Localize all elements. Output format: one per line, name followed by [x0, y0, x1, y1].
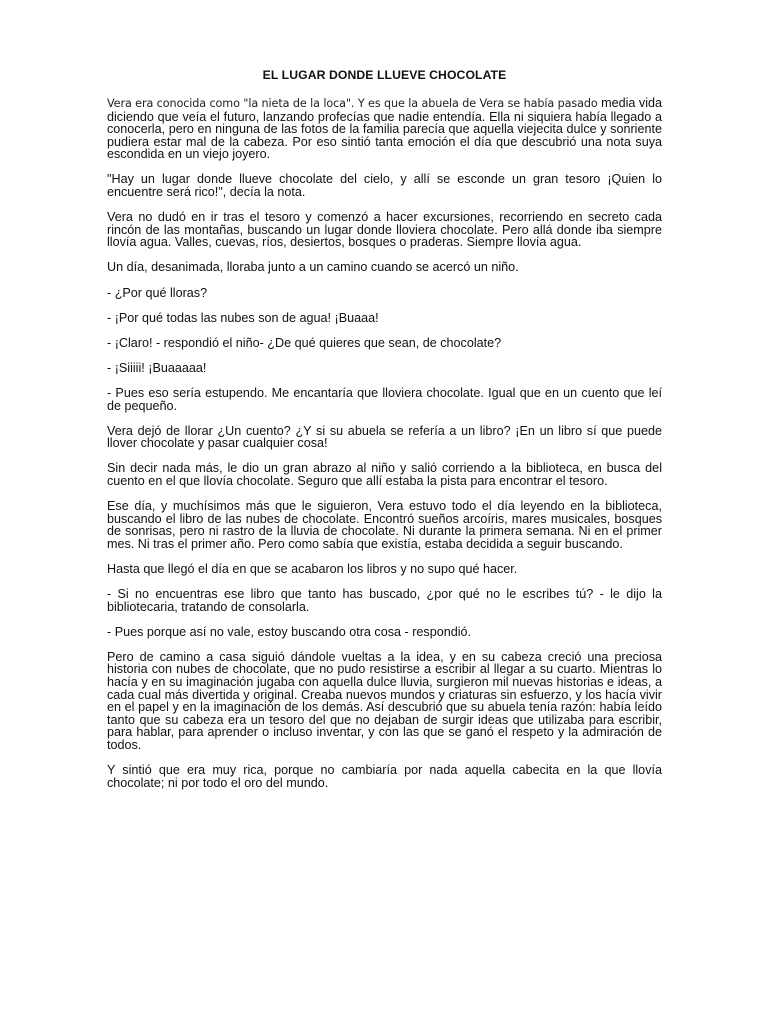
paragraph-12: Ese día, y muchísimos más que le siguieron, Vera estuvo todo el día leyendo en la biblioteca, buscando el libro de las nubes de chocolate. Encontró sueños arcoíris, mares musicales, bosques de sonrisas, pero ni rastro de la lluvia de chocolate. Ni durante la primera semana. Ni en el primer mes. Ni tras el primer año. Pero como sabía que existía, estaba decidida a seguir buscando. [107, 498, 662, 551]
paragraph-13: Hasta que llegó el día en que se acabaron los libros y no supo qué hacer. [107, 561, 518, 576]
paragraph-3: Vera no dudó en ir tras el tesoro y comenzó a hacer excursiones, recorriendo en secreto cada rincón de las montañas, buscando un lugar donde lloviera chocolate. Pero allá donde iba siempre llovía agua. Valles, cuevas, ríos, desiertos, bosques o praderas. Siempre llovía agua. [107, 210, 662, 250]
paragraph-8: - ¡Siiiii! ¡Buaaaaa! [107, 360, 207, 375]
paragraph-11: Sin decir nada más, le dio un gran abrazo al niño y salió corriendo a la biblioteca, en busca del cuento en el que llovía chocolate. Seguro que allí estaba la pista para encontrar el tesoro. [107, 461, 662, 488]
paragraph-7: - ¡Claro! - respondió el niño- ¿De qué quieres que sean, de chocolate? [107, 335, 502, 350]
paragraph-1-first-line: Vera era conocida como "la nieta de la loca". Y es que la abuela de Vera se había pasado [107, 97, 598, 110]
paragraph-5: - ¿Por qué lloras? [107, 285, 208, 300]
paragraph-14: - Si no encuentras ese libro que tanto has buscado, ¿por qué no le escribes tú? - le dijo la bibliotecaria, tratando de consolarla. [107, 586, 662, 614]
document-body [107, 68, 662, 802]
paragraph-6: - ¡Por qué todas las nubes son de agua! ¡Buaaa! [107, 310, 379, 325]
paragraph-15: - Pues porque así no vale, estoy buscando otra cosa - respondió. [107, 624, 472, 639]
paragraph-10: Vera dejó de llorar ¿Un cuento? ¿Y si su abuela se refería a un libro? ¡En un libro sí que puede llover chocolate y pasar cualquier cosa! [107, 423, 662, 451]
document-title: EL LUGAR DONDE LLUEVE CHOCOLATE [262, 68, 507, 82]
paragraph-9: - Pues eso sería estupendo. Me encantaría que lloviera chocolate. Igual que en un cuento que leí de pequeño. [107, 385, 662, 413]
paragraph-1 [107, 97, 662, 161]
paragraph-1-rest: media vida diciendo que veía el futuro, lanzando profecías que nadie entendía. Ella ni siquiera había llegado a conocerla, pero en ninguna de las fotos de la familia parecía que aquella viejecita dulce y sonriente pudiera estar mal de la cabeza. Por eso sintió tanta emoción el día que descubrió una nota suya escondida en un viejo joyero. [107, 96, 663, 162]
paragraph-17: Y sintió que era muy rica, porque no cambiaría por nada aquella cabecita en la que llovía chocolate; ni por todo el oro del mundo. [107, 762, 662, 790]
paragraph-4: Un día, desanimada, lloraba junto a un camino cuando se acercó un niño. [107, 260, 519, 275]
paragraph-2: "Hay un lugar donde llueve chocolate del cielo, y allí se esconde un gran tesoro ¡Quien lo encuentre será rico!", decía la nota. [107, 172, 662, 200]
paragraph-16: Pero de camino a casa siguió dándole vueltas a la idea, y en su cabeza creció una preciosa historia con nubes de chocolate, que no pudo resistirse a escribir al llegar a su cuarto. Mientras lo hacía y en su imaginación jugaba con aquella dulce lluvia, surgieron mil nuevas historias e ideas, a cada cual más divertida y original. Creaba nuevos mundos y criaturas sin esfuerzo, y los hacía vivir en el papel y en la imaginación de los demás. Así descubrió que su abuela tenía razón: había leído tanto que su cabeza era un tesoro del que no dejaban de surgir ideas que utilizaba para escribir, para hablar, para aprender o incluso inventar, y con las que se ganó el respeto y la admiración de todos. [107, 649, 662, 752]
